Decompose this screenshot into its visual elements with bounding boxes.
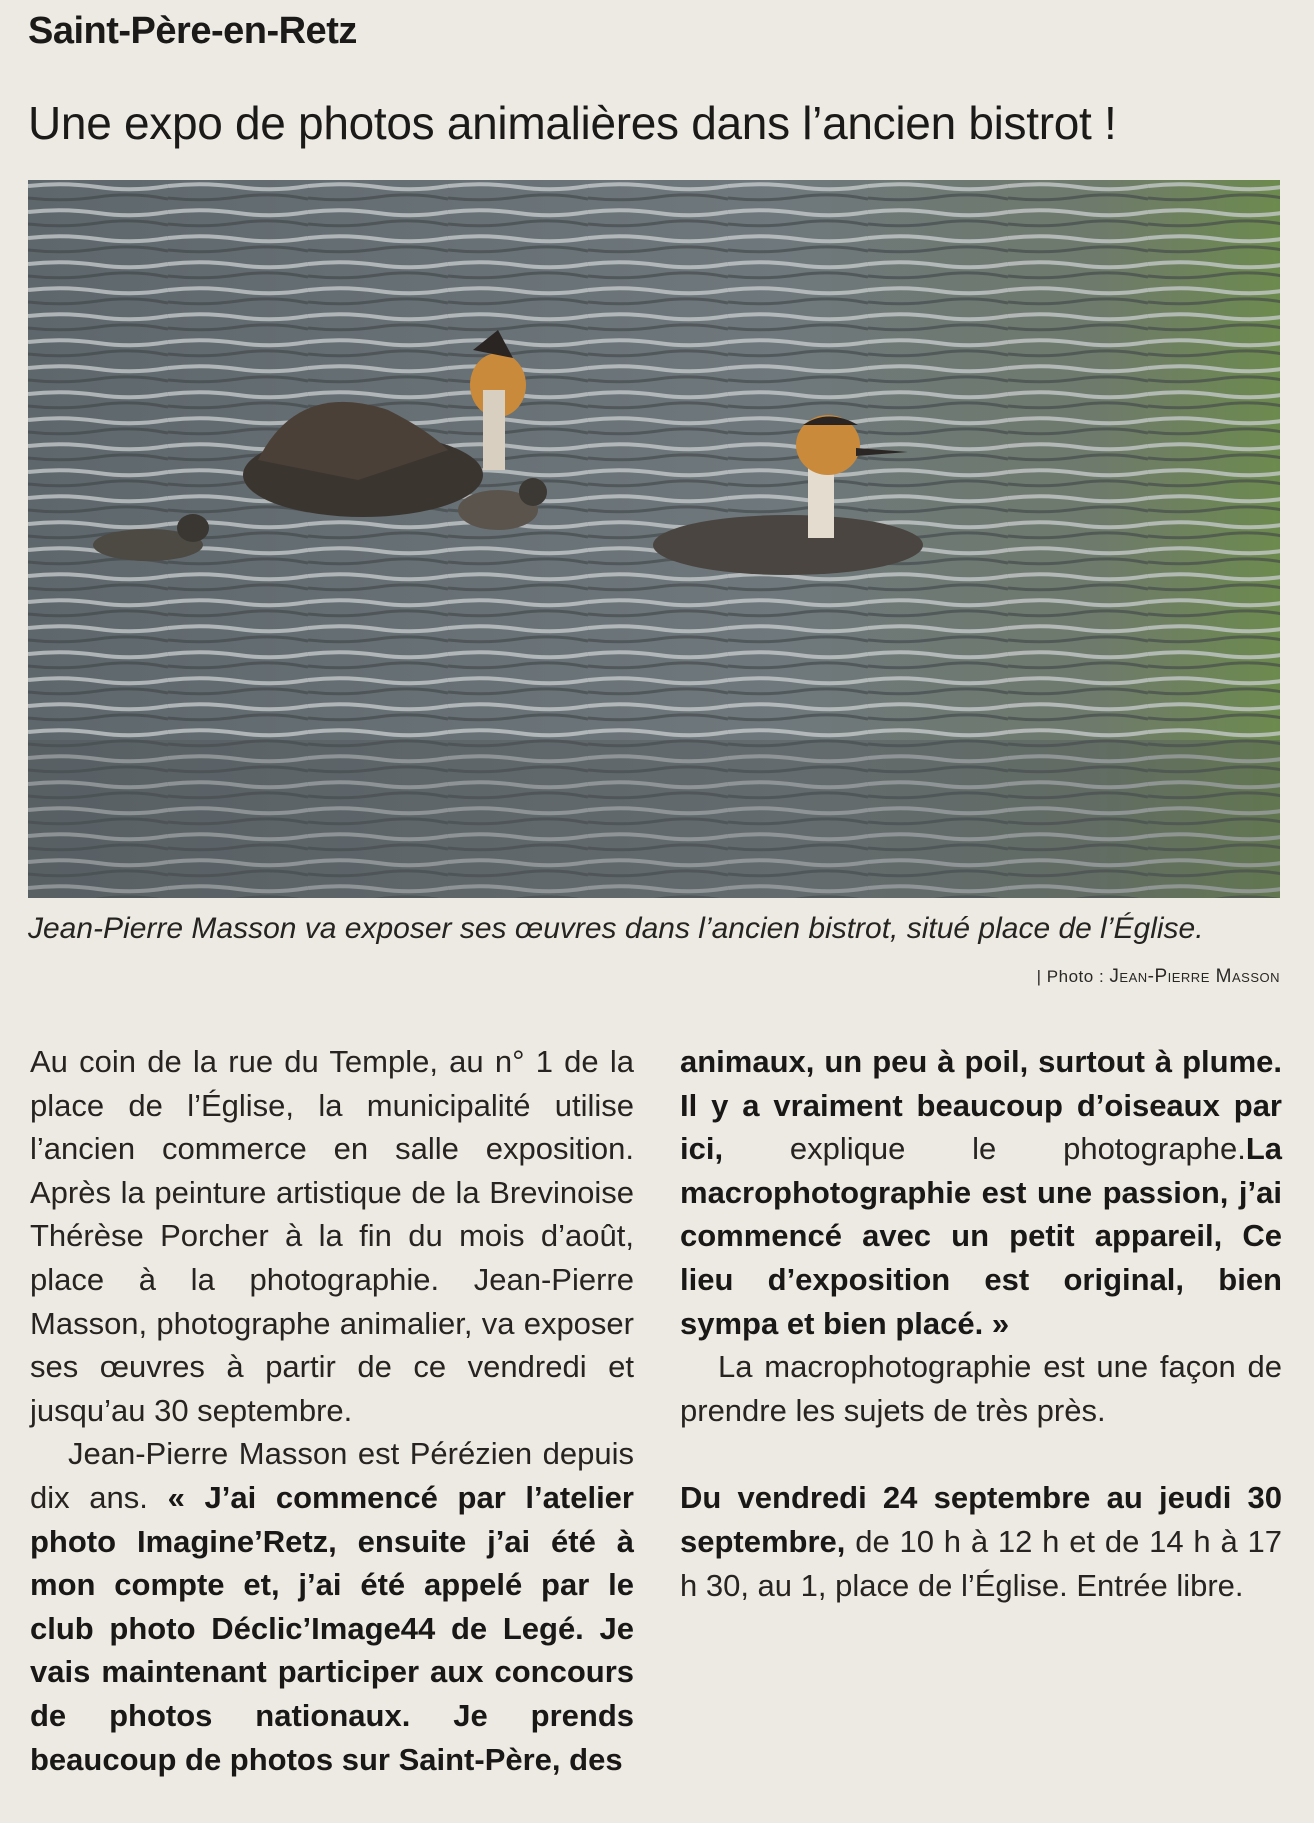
body-text: Jean-Pierre Masson est Pérézien depuis dix ans.: [30, 1436, 634, 1515]
grebes-photo-image: [28, 180, 1280, 898]
photo-credit-prefix: | Photo :: [1036, 967, 1110, 986]
body-paragraph-3: La macrophotographie est une façon de prendre les sujets de très près.: [680, 1349, 1282, 1428]
interview-quote: « J’ai commencé par l’atelier photo Imagine’Retz, ensuite j’ai été à mon compte et, j’ai été appelé par le club photo Déclic’Image44 de Legé. Je vais maintenant participer aux concours de photos nationaux. Je prends beaucoup de photos sur Saint-Père, des: [30, 1479, 634, 1777]
article-column-left: [30, 1040, 634, 1781]
body-text-attribution-cont: explique le photographe.: [723, 1131, 1246, 1167]
body-paragraph-2-start: [30, 1432, 634, 1781]
photo-caption: Jean-Pierre Masson va exposer ses œuvres dans l’ancien bistrot, situé place de l’Église.: [28, 912, 1204, 945]
body-paragraph-2-continued: [680, 1040, 1282, 1345]
interview-quote-cont: animaux, un peu à poil, surtout à plume. Il y a vraiment beaucoup d’oiseaux par ici,: [680, 1044, 1282, 1167]
article-photo: [28, 180, 1280, 898]
event-dates-detail: de 10 h à 12 h et de 14 h à 17 h 30, au 1, place de l’Église. Entrée libre.: [680, 1523, 1282, 1603]
article-column-right: [680, 1040, 1282, 1607]
body-paragraph-1: Au coin de la rue du Temple, au n° 1 de la place de l’Église, la municipalité utilise l’ancien commerce en salle exposition. Après la peinture artistique de la Brevinoise Thérèse Porcher à la fin du mois d’août, place à la photographie. Jean-Pierre Masson, photographe animalier, va exposer ses œuvres à partir de ce vendredi et jusqu’au 30 septembre.: [30, 1044, 634, 1428]
event-dates: [680, 1476, 1282, 1607]
photo-credit-name: Jean-Pierre Masson: [1109, 966, 1280, 987]
article-headline: Une expo de photos animalières dans l’ancien bistrot !: [28, 97, 1117, 149]
section-kicker: Saint-Père-en-Retz: [28, 10, 357, 52]
photo-credit: [1037, 966, 1280, 988]
event-dates-bold: Du vendredi 24 septembre au jeudi 30 septembre,: [680, 1480, 1282, 1559]
interview-quote-2-cont: La macrophotographie est une passion, j’ai commencé avec un petit appareil, Ce lieu d’exposition est original, bien sympa et bien placé. »: [680, 1131, 1282, 1341]
